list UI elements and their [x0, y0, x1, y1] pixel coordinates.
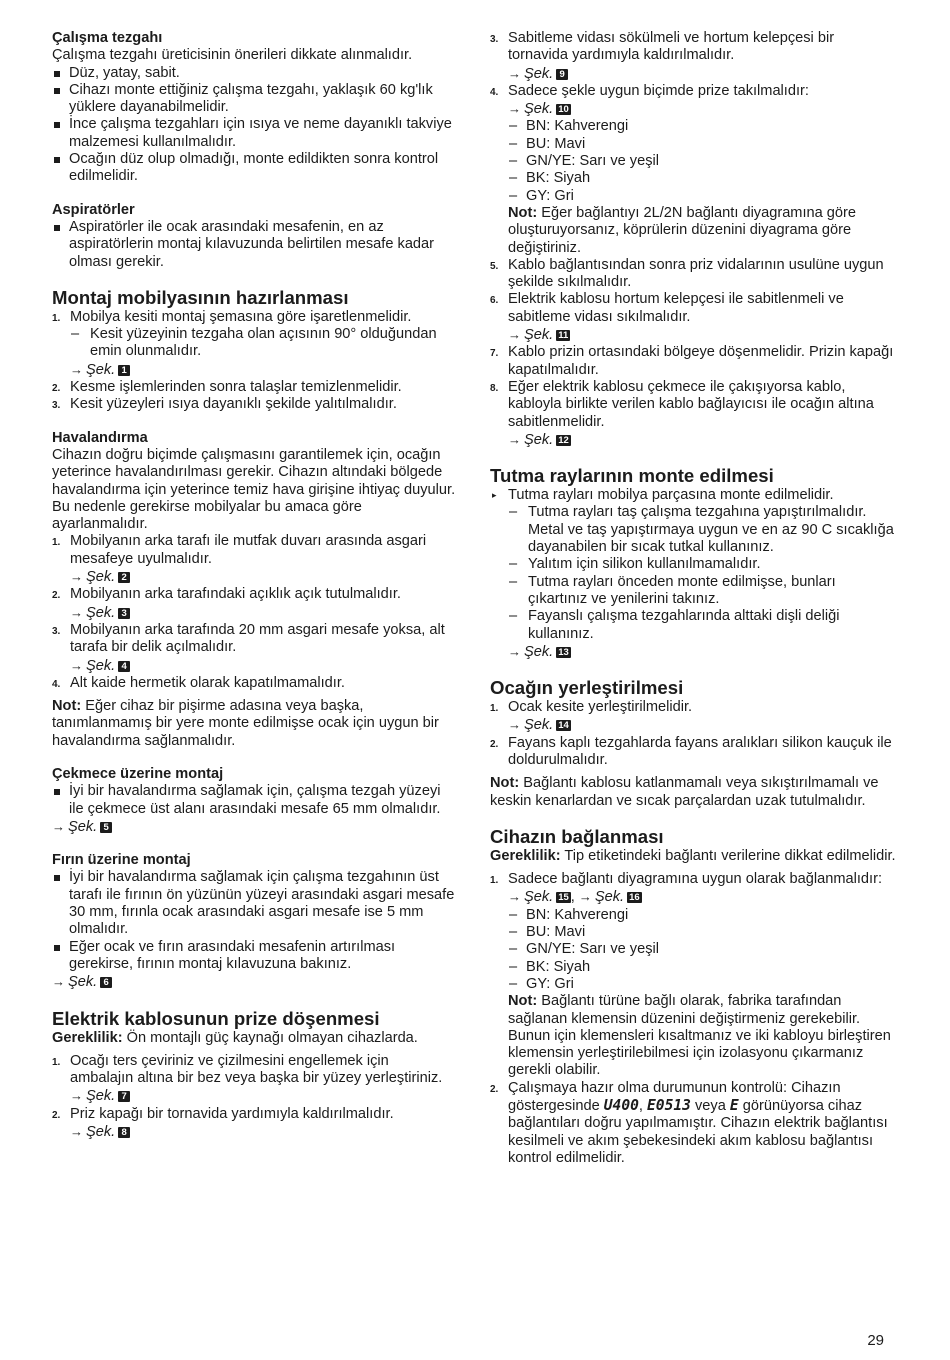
arrow-right-icon: →	[508, 643, 521, 659]
figure-reference: → Şek. 3	[52, 604, 456, 622]
figure-reference: → Şek. 8	[52, 1123, 456, 1141]
note: Not: Eğer bağlantıyı 2L/2N bağlantı diyagramına göre oluşturuyorsanız, köprülerin düzenini diyagrama göre değiştiriniz.	[508, 204, 857, 256]
list-item: – Tutma rayları taş çalışma tezgahına yapıştırılmalıdır. Metal ve taş yapıştırmaya uygun ve en az 90 C sıcaklığa dayanabilen bir sıcak tutkal kullanınız.	[509, 504, 894, 556]
requirement: Gereklilik: Ön montajlı güç kaynağı olmayan cihazlarda.	[52, 1029, 418, 1046]
list-item: – BU: Mavi	[509, 924, 586, 941]
step-2: 2. Fayans kaplı tezgahlarda fayans aralıkları silikon kauçuk ile doldurulmalıdır.	[490, 734, 892, 768]
list-item: – BK: Siyah	[509, 170, 591, 187]
figure-reference: → Şek. 15 , → Şek. 16	[508, 889, 640, 906]
paragraph: Cihazın doğru biçimde çalışmasını garantilemek için, ocağın yeterince havalandırılması gerekir. Cihazın altındaki bölgede havalandırma için yeterince temiz hava girişine ihtiyaç duyulur. Bu nedenle gerekirse mobilyalar bu amaca göre ayarlanmalıdır.	[52, 446, 456, 533]
arrow-right-icon: →	[70, 604, 83, 620]
list-item: – GN/YE: Sarı ve yeşil	[509, 941, 660, 958]
list-item: – GY: Gri	[509, 975, 574, 992]
heading-calisma-tezgahi: Çalışma tezgahı	[52, 30, 163, 46]
note: Not: Eğer cihaz bir pişirme adasına veya başka, tanımlanmamış bir yere monte edilmişse ocak için uygun bir havalandırma sağlanmalıdır.	[52, 698, 439, 749]
figure-reference: → Şek. 10	[508, 101, 569, 118]
display-code: E0513	[647, 1097, 691, 1115]
step-3: 3. Mobilyanın arka tarafında 20 mm asgari mesafe yoksa, alt tarafa bir delik açılmalıdır.	[52, 621, 445, 656]
list-item: – GN/YE: Sarı ve yeşil	[509, 153, 660, 170]
note: Not: Bağlantı kablosu katlanmamalı veya sıkıştırılmamalı ve keskin kenarlardan ve sıcak parçalardan uzak tutulmalıdır.	[490, 775, 879, 809]
figure-reference: → Şek. 9	[490, 65, 896, 83]
arrow-right-icon: →	[508, 65, 521, 81]
step-1: 1. Ocak kesite yerleştirilmelidir.	[490, 699, 693, 716]
heading-cekmece: Çekmece üzerine montaj	[52, 765, 224, 782]
step-2: 2. Çalışmaya hazır olma durumunun kontrolü: Cihazın göstergesinde U400, E0513 veya E görünüyorsa cihaz bağlantıları doğru yapılmamıştır. Cihazın elektrik bağlantısı kesilmeli ve akım şebekesindeki akım kablosu bağlantısı kontrol edilmelidir.	[490, 1079, 888, 1166]
arrow-right-icon: →	[508, 327, 521, 343]
step-4: 4. Alt kaide hermetik olarak kapatılmamalıdır.	[52, 674, 345, 691]
step-1: 1. Sadece bağlantı diyagramına uygun olarak bağlanmalıdır:	[490, 871, 883, 888]
step-3: 3. Kesit yüzeyleri ısıya dayanıklı şekilde yalıtılmalıdır.	[52, 396, 397, 413]
left-column	[52, 26, 456, 1141]
list-item: – Tutma rayları önceden monte edilmişse, bunları çıkartınız ve yenilerini takınız.	[509, 573, 836, 607]
figure-reference: → Şek. 1	[52, 361, 456, 379]
list-item: – Kesit yüzeyinin tezgaha olan açısının 90° olduğundan emin olunmalıdır.	[71, 326, 437, 360]
arrow-right-icon: →	[70, 361, 83, 377]
heading-tutma-raylari: Tutma raylarının monte edilmesi	[490, 465, 774, 487]
arrow-right-icon: →	[70, 1124, 83, 1140]
list-item: – BN: Kahverengi	[509, 906, 629, 923]
figure-reference: → Şek. 7	[52, 1087, 456, 1105]
list-item: İnce çalışma tezgahları için ısıya ve neme dayanıklı takviye malzemesi kullanılmalıdır.	[52, 116, 456, 151]
list-item: – BN: Kahverengi	[509, 118, 629, 135]
arrow-right-icon: →	[578, 889, 592, 905]
requirement: Gereklilik: Tip etiketindeki bağlantı verilerine dikkat edilmelidir.	[490, 847, 896, 864]
list-item: Cihazı monte ettiğiniz çalışma tezgahı, yaklaşık 60 kg'lık yüklere dayanabilmelidir.	[52, 82, 456, 117]
list-item: Eğer ocak ve fırın arasındaki mesafenin artırılması gerekirse, fırının montaj kılavuzuna bakınız.	[52, 939, 456, 974]
page-number: 29	[867, 1332, 884, 1349]
list-item: – Yalıtım için silikon kullanılmamalıdır.	[509, 556, 761, 573]
arrow-right-icon: →	[52, 974, 65, 990]
figure-reference: → Şek. 5	[52, 818, 456, 836]
arrow-right-icon: →	[508, 431, 521, 447]
figure-reference: → Şek. 2	[52, 568, 456, 586]
step-5: 5. Kablo bağlantısından sonra priz vidalarının usulüne uygun şekilde sıkılmalıdır.	[490, 256, 884, 291]
arrow-right-icon: →	[70, 569, 83, 585]
note: Not: Bağlantı türüne bağlı olarak, fabrika tarafından sağlanan klemensin düzenini değiştirmeniz gerekebilir. Bunun için klemensleri kısaltmanız ve iki kabloyu birleştiren klemensin yerleştirilebilmesi için izolasyonu çıkarmanız gerekli olabilir.	[508, 993, 891, 1079]
list-item: İyi bir havalandırma sağlamak için, çalışma tezgah yüzeyi ile çekmece üst alanı arasındaki mesafe 65 mm olmalıdır.	[52, 783, 456, 818]
list-item: – BU: Mavi	[509, 135, 586, 152]
display-code: E	[729, 1097, 739, 1115]
step-4: 4. Sadece şekle uygun biçimde prize takılmalıdır:	[490, 82, 809, 99]
list-item: Düz, yatay, sabit.	[52, 65, 456, 82]
triangle-right-icon: ▸	[492, 490, 497, 501]
heading-montaj-mobilyasi: Montaj mobilyasının hazırlanması	[52, 286, 349, 308]
heading-havalandirma: Havalandırma	[52, 429, 148, 446]
list-item: Ocağın düz olup olmadığı, monte edildikten sonra kontrol edilmelidir.	[52, 151, 456, 186]
heading-elektrik-kablosu: Elektrik kablosunun prize döşenmesi	[52, 1007, 380, 1029]
arrow-right-icon: →	[52, 818, 65, 834]
heading-ocak-yerlestirilmesi: Ocağın yerleştirilmesi	[490, 677, 684, 699]
list-item: – BK: Siyah	[509, 958, 591, 975]
figure-reference: → Şek. 14	[508, 717, 569, 734]
figure-reference: → Şek. 11	[508, 327, 569, 344]
step-2: 2. Kesme işlemlerinden sonra talaşlar temizlenmelidir.	[52, 379, 402, 396]
step-item: ▸ Tutma rayları mobilya parçasına monte edilmelidir.	[492, 487, 834, 504]
paragraph: Çalışma tezgahı üreticisinin önerileri dikkate alınmalıdır.	[52, 47, 413, 64]
step-2: 2. Mobilyanın arka tarafındaki açıklık açık tutulmalıdır.	[52, 586, 401, 603]
list-item: Aspiratörler ile ocak arasındaki mesafenin, en az aspiratörlerin montaj kılavuzunda belirtilen mesafe kadar olması gerekir.	[52, 219, 456, 271]
arrow-right-icon: →	[70, 657, 83, 673]
arrow-right-icon: →	[508, 889, 521, 905]
right-column	[490, 30, 896, 1167]
display-code: U400	[603, 1097, 639, 1115]
heading-cihaz-baglanmasi: Cihazın bağlanması	[490, 825, 664, 847]
figure-reference: → Şek. 13	[508, 643, 569, 660]
figure-reference: → Şek. 4	[52, 657, 456, 675]
step-1: 1. Mobilya kesiti montaj şemasına göre işaretlenmelidir.	[52, 308, 412, 325]
figure-reference: → Şek. 6	[52, 973, 456, 991]
step-2: 2. Priz kapağı bir tornavida yardımıyla kaldırılmalıdır.	[52, 1105, 394, 1122]
heading-firin: Fırın üzerine montaj	[52, 852, 191, 869]
step-7: 7. Kablo prizin ortasındaki bölgeye döşenmelidir. Prizin kapağı kapatılmalıdır.	[490, 344, 894, 378]
list-item: İyi bir havalandırma sağlamak için çalışma tezgahının üst tarafı ile fırının ön yüzünün yüzeyi arasındaki asgari mesafe 30 mm, fırınla ocak arasındaki asgari mesafe ise 5 mm olmalıdır.	[52, 869, 456, 938]
arrow-right-icon: →	[508, 101, 521, 117]
step-1: 1. Ocağı ters çeviriniz ve çizilmesini engellemek için ambalajın altına bir bez veya başka bir yüzey yerleştiriniz.	[52, 1052, 443, 1087]
list-item: – GY: Gri	[509, 187, 574, 204]
step-1: 1. Mobilyanın arka tarafı ile mutfak duvarı arasında asgari mesafeye uyulmalıdır.	[52, 533, 427, 567]
heading-aspiratorler: Aspiratörler	[52, 201, 135, 218]
arrow-right-icon: →	[508, 717, 521, 733]
step-3: 3. Sabitleme vidası sökülmeli ve hortum kelepçesi bir tornavida yardımıyla kaldırılmalıdır.	[490, 30, 835, 64]
list-item: – Fayanslı çalışma tezgahlarında alttaki dişli deliği kullanınız.	[509, 608, 840, 642]
step-8: 8. Eğer elektrik kablosu çekmece ile çakışıyorsa kablo, kabloyla birlikte verilen kablo bağlayıcısı ile ocağın altına sabitlenmelidir.	[490, 378, 874, 430]
figure-reference: → Şek. 12	[508, 431, 569, 448]
step-6: 6. Elektrik kablosu hortum kelepçesi ile sabitlenmeli ve sabitleme vidası sıkılmalıdır.	[490, 291, 844, 325]
arrow-right-icon: →	[70, 1088, 83, 1104]
